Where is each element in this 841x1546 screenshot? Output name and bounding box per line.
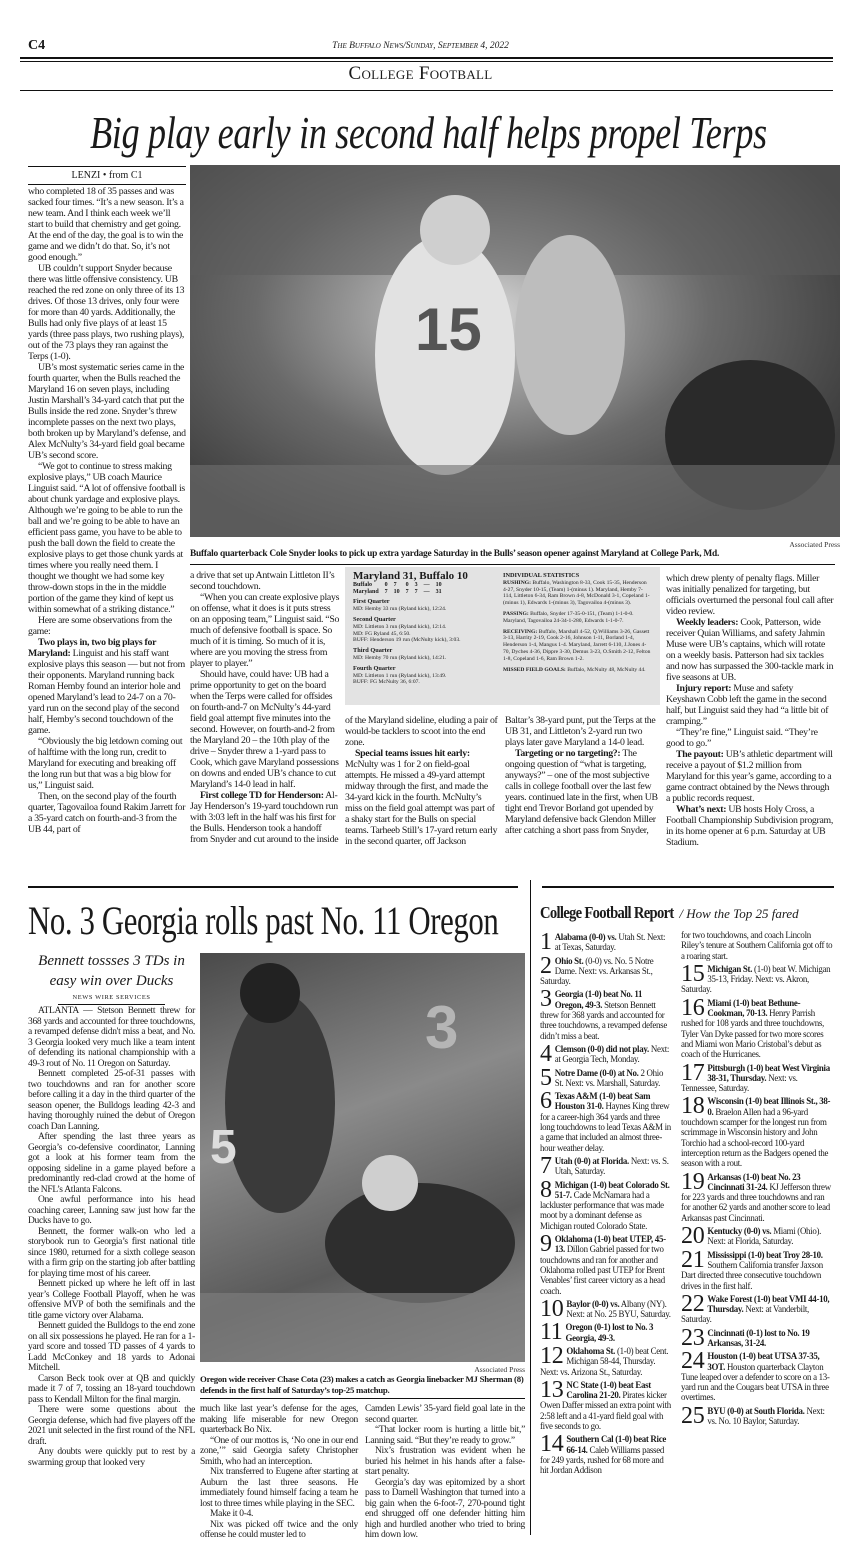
rank-number: 15 xyxy=(681,963,705,987)
rank-number: 23 xyxy=(681,1327,705,1349)
team-result: Wake Forest (1-0) beat VMI 44-10, Thursday. xyxy=(707,1293,830,1315)
item-text: Utah St. Next: at Texas, Saturday. xyxy=(554,932,666,953)
paragraph xyxy=(28,1227,195,1280)
item-text: Houston quarterback Clayton Tune leaped over a defender to score on a 13-yard run and the Cougars beat UTSA in three overtimes. xyxy=(681,1361,830,1403)
caption-rule xyxy=(200,1398,525,1399)
item-text: Haynes King threw for a career-high 364 yards and three long touchdowns to lead Texas A&M in a game that included an almost three-hour weather delay. xyxy=(540,1101,671,1153)
rank-number: 8 xyxy=(540,1179,552,1203)
item-text: Miami (Ohio). Next: at Florida, Saturday. xyxy=(707,1226,822,1247)
paragraph xyxy=(505,715,660,748)
paragraph xyxy=(666,617,834,683)
photo-caption: Oregon wide receiver Chase Cota (23) makes a catch as Georgia linebacker MJ Sherman (8) defends in the first half of Saturday’s top-25 matchup. xyxy=(200,1374,524,1395)
svg-text:15: 15 xyxy=(415,296,482,363)
paragraph xyxy=(365,1446,525,1478)
paragraph xyxy=(28,615,186,637)
paragraph-text: “When you can create explosive plays on offense, what it does is it puts stress on an opposing team,” Linguist said. “So much of defensive football is space. So much of it is timing. So much of it is, where are you moving the stress from player to player.” xyxy=(190,592,340,669)
paragraph-lead: First college TD for Henderson: xyxy=(200,790,324,801)
scoring-play: MD: Littleton 3 run (Ryland kick), 12:14. xyxy=(353,623,447,630)
paragraph-text: Bennett picked up where he left off in last year’s College Football Playoff, when he was offensive MVP of both the semifinals and the title game victory over Alabama. xyxy=(28,1279,195,1321)
paragraph-text: The ongoing question of “what is targeting, anyways?” – one of the most subjective calls in college football over the last few years. continued late in the first, when UB tight end Trevor Borland got upended by Maryland defensive back Glendon Miller after catching a short pass from Snyder, xyxy=(505,748,658,836)
terps-column-4 xyxy=(505,715,660,836)
team-result: Wisconsin (1-0) beat Illinois St., 38-0. xyxy=(707,1096,831,1117)
paragraph xyxy=(28,1374,195,1406)
headline-text: No. 3 Georgia rolls past No. 11 Oregon xyxy=(28,898,499,943)
top25-item xyxy=(540,1346,672,1377)
section-rule xyxy=(20,90,833,91)
paragraph-text: After spending the last three years as Georgia’s co-defensive coordinator, Lanning got a look at his former team from the opposing sideline in a game played before a predominantly red-clad crowd at the home of the NFL’s Atlanta Falcons. xyxy=(28,1132,195,1195)
paragraph-text: Camden Lewis’ 35-yard field goal late in the second quarter. xyxy=(365,1404,525,1425)
paragraph xyxy=(28,186,186,263)
paragraph xyxy=(28,1069,195,1132)
quarter-heading: Fourth Quarter xyxy=(353,664,396,672)
line-score-cell: 7 xyxy=(414,588,418,595)
paragraph-lead: MISSED FIELD GOALS: xyxy=(503,666,566,673)
quarter-heading: First Quarter xyxy=(353,598,390,606)
paragraph-text: Bennett guided the Bulldogs to the end zone on all six possessions he played. He ran for a 1-yard score and tossed TD passes of 4 yards to Ladd McConkey and 18 yards to Adonai Mitchell. xyxy=(28,1321,195,1373)
photo-credit: Associated Press xyxy=(789,540,840,549)
line-score-cell: — xyxy=(423,581,430,588)
team-result: Oklahoma (1-0) beat UTEP, 45-13. xyxy=(554,1234,666,1255)
rank-number: 9 xyxy=(540,1234,552,1258)
story-divider xyxy=(542,886,834,888)
svg-text:5: 5 xyxy=(210,1121,237,1174)
top25-column-2 xyxy=(681,930,833,1429)
scoring-play: BUFF: Henderson 19 run (McNulty kick), 3:03. xyxy=(353,637,461,644)
top25-item xyxy=(681,1351,833,1402)
column-divider xyxy=(530,880,531,1535)
paragraph-text: Here are some observations from the game: xyxy=(28,615,172,637)
line-score-row xyxy=(353,582,448,589)
report-title: College Football Report xyxy=(540,903,674,922)
team-result: BYU (0-0) at South Florida. xyxy=(707,1405,805,1416)
paragraph-text: Nix transferred to Eugene after starting at Auburn the last three seasons. He immediately found himself facing a team he lost to three times while playing in the SEC. xyxy=(200,1467,358,1509)
paragraph-text: “That locker room is hurting a little bit,” Lanning said. “But they’re ready to grow.” xyxy=(365,1425,525,1446)
scoring-play: MD: Hemby 70 run (Ryland kick), 14:21. xyxy=(353,654,447,661)
paragraph xyxy=(28,637,186,736)
paragraph xyxy=(666,749,834,804)
team-result: Baylor (0-0) vs. xyxy=(566,1298,620,1309)
paragraph-text: Carson Beck took over at QB and quickly made it 7 of 7, tossing an 18-yard touchdown pass to Kendall Milton for the final margin. xyxy=(28,1373,195,1405)
line-score-cell: Buffalo xyxy=(353,581,373,588)
paragraph xyxy=(28,736,186,791)
paragraph xyxy=(28,263,186,362)
paragraph-text: “We got to continue to stress making explosive plays,” UB coach Maurice Linguist said. “A lot of offensive football is about chunk yardage and explosive plays. Although we’re going to be able to run the ball and we’re going to be able to have an efficient pass game, you have to be able to push the ball down the field to create the explosive plays to get those chunk yards at times where you really need them. I thought we thought we had some key throw-down stops in the in the middle portion of the game they kind of kept us within somewhat of a striking distance.” xyxy=(28,461,185,615)
top25-item xyxy=(681,1328,833,1349)
rank-number: 18 xyxy=(681,1096,705,1120)
paragraph-lead: Weekly leaders: xyxy=(676,617,739,628)
box-score-title: Maryland 31, Buffalo 10 xyxy=(353,570,468,582)
team-result: Michigan St. xyxy=(707,963,753,974)
top25-item xyxy=(540,1044,672,1065)
scoring-summary xyxy=(353,599,493,686)
rank-number: 7 xyxy=(540,1155,552,1177)
paragraph-lead: RUSHING: xyxy=(503,579,531,586)
paragraph-text: who completed 18 of 35 passes and was sacked four times. “It’s a new season. It’s a new team. And I think each week we’ll start to build that chemistry and get going. At the end of the day, the goal is to win the game and we didn’t do that. So, it’s not good enough.” xyxy=(28,186,184,263)
rank-number: 6 xyxy=(540,1091,552,1115)
top25-item xyxy=(681,1250,833,1291)
item-text: (1-0) beat Cent. Michigan 58-44, Thursday. Next: vs. Arizona St., Saturday. xyxy=(540,1345,669,1377)
team-result: Notre Dame (0-0) at No. xyxy=(554,1067,639,1078)
svg-text:3: 3 xyxy=(425,994,459,1061)
top25-column-1 xyxy=(540,932,672,1479)
line-score-cell: 0 xyxy=(405,581,409,588)
paragraph-text: “One of our mottos is, ‘No one in our end zone,’” said Georgia safety Christopher Smith, who had an interception. xyxy=(200,1435,358,1467)
team-result: Oklahoma St. xyxy=(566,1345,616,1356)
line-score-row xyxy=(353,589,448,596)
paragraph-text: UB couldn’t support Snyder because there was little offensive consistency. UB reached the red zone on only three of its 13 drives. Of those 13 drives, only four were for more than 40 yards. Additionally, the Bulls had only five plays of at least 15 yards (three pass plays, two rushing plays), out of the 73 plays they ran against the Terps (1-0). xyxy=(28,263,185,362)
paragraph-text: Any doubts were quickly put to rest by a swarming group that looked very xyxy=(28,1447,195,1468)
line-score-cell: 3 xyxy=(414,581,418,588)
line-score-cell: 7 xyxy=(384,588,388,595)
paragraph xyxy=(28,1006,195,1069)
top25-item xyxy=(681,930,833,961)
rank-number: 25 xyxy=(681,1405,705,1427)
paragraph-text: “Obviously the big letdown coming out of halftime with the long run, credit to Maryland for executing and breaking off the long run but that was a big blow for us,” Linguist said. xyxy=(28,736,183,791)
paragraph xyxy=(345,748,498,847)
paragraph-text: Linguist and his staff want explosive plays this season — but not from their opponents. Maryland running back Roman Hemby found an interior hole and opened Maryland’s lead to 24-7 on a 70-yard run on the second play of the second half, Hemby’s second touchdown of the game. xyxy=(28,648,185,736)
top25-item xyxy=(681,964,833,995)
team-result: Clemson (0-0) did not play. xyxy=(554,1043,649,1054)
rank-number: 19 xyxy=(681,1171,705,1195)
masthead-rule xyxy=(20,61,833,62)
item-text: Next: at Vanderbilt, Saturday. xyxy=(681,1304,809,1325)
top25-item xyxy=(681,1063,833,1094)
rank-number: 3 xyxy=(540,989,552,1013)
quarter-heading: Second Quarter xyxy=(353,615,396,623)
individual-stats xyxy=(503,580,652,674)
georgia-headline xyxy=(28,897,523,944)
photo-chase-cota xyxy=(200,953,525,1362)
paragraph-text: Buffalo, Washington 8-33, Cook 15-35, Henderson 4-27, Snyder 10-15, (Team) 1-(minus 1). Maryland, Hemby 7-114, Littleton 6-34, Ram Brown 4-8, McDonald 3-1, Copeland 1-(minus 1), Edwards 1-(minus 3), Tagovailoa 4-(minus 3). xyxy=(503,579,650,607)
rank-number: 2 xyxy=(540,955,552,979)
paragraph-text: Al-Jay Henderson’s 19-yard touchdown run with 3:03 left in the half was his first for the Bulls. Henderson took a handoff from Snyder and cut around to the inside xyxy=(190,790,339,845)
line-score-cell: 10 xyxy=(435,581,442,588)
item-text: Next: vs. No. 10 Baylor, Saturday. xyxy=(707,1405,825,1427)
quarter-heading: Third Quarter xyxy=(353,647,393,655)
paragraph xyxy=(666,573,834,617)
top25-item xyxy=(540,1234,672,1296)
top25-item xyxy=(540,1091,672,1153)
top25-item xyxy=(540,1180,672,1231)
paragraph-text: Georgia’s day was epitomized by a short pass to Darnell Washington that turned into a big gain when the 6-foot-7, 270-pound tight end shrugged off one defender hitting him high and hurdled another who tried to bring him down low. xyxy=(365,1477,525,1540)
paragraph xyxy=(365,1478,525,1541)
dateline: The Buffalo News/Sunday, September 4, 2022 xyxy=(332,41,509,51)
page-number: C4 xyxy=(28,38,46,53)
paragraph-text: Muse and safety Keyshawn Cobb left the game in the second half, but Linguist said they had “a little bit of cramping.” xyxy=(666,683,829,727)
terps-column-5 xyxy=(666,573,834,848)
football-action-image xyxy=(200,953,525,1362)
item-text: Southern California transfer Jaxson Dart directed three consecutive touchdown drives in the first half. xyxy=(681,1259,823,1291)
team-result: NC State (1-0) beat East Carolina 21-20. xyxy=(566,1379,651,1401)
team-result: Pittsburgh (1-0) beat West Virginia 38-31, Thursday. xyxy=(707,1062,830,1083)
football-action-image xyxy=(190,165,840,537)
paragraph xyxy=(190,570,340,592)
line-score-cell: 0 xyxy=(384,581,388,588)
paragraph-text: Nix was picked off twice and the only offense he could muster led to xyxy=(200,1519,358,1540)
top25-item xyxy=(681,1406,833,1427)
paragraph-text: Buffalo, Snyder 17-35-0-151, (Team) 1-1-0-0. Maryland, Tagovailoa 24-34-1-280, Edwards 1-1-0-7. xyxy=(503,610,634,624)
paragraph-text: Buffalo, McNulty 48, McNulty 44. xyxy=(565,666,646,673)
top25-item xyxy=(540,989,672,1040)
item-text: Pirates kicker Owen Daffer missed an extra point with 2:58 left and a 41-yard field goal with five seconds to go. xyxy=(540,1390,671,1432)
paragraph-text: Make it 0-4. xyxy=(210,1509,254,1519)
paragraph xyxy=(28,1447,195,1468)
paragraph-text: ATLANTA — Stetson Bennett threw for 368 yards and accounted for three touchdowns, a revamped defense didn't miss a beat, and No. 3 Georgia looked very much like a team intent of defending its national championship with a 49-3 rout of No. 11 Oregon on Saturday. xyxy=(28,1006,195,1069)
item-text: Next: vs. Tennessee, Saturday. xyxy=(681,1072,798,1094)
rank-number: 16 xyxy=(681,997,705,1021)
paragraph xyxy=(503,667,652,674)
top25-item xyxy=(540,1299,672,1320)
rank-number: 5 xyxy=(540,1067,552,1089)
terps-column-3 xyxy=(345,715,498,847)
report-subtitle-text: How the Top 25 fared xyxy=(686,906,799,921)
line-score-cell: Maryland xyxy=(353,588,379,595)
paragraph xyxy=(28,1405,195,1447)
terps-column-1 xyxy=(28,186,186,835)
paragraph-text: Cook, Patterson, wide receiver Quian Williams, and safety Jahmin Muse were UB’s captains, which will rotate on a weekly basis. Patterson had six tackles and now has surpassed the 300-tackle mark in five seasons at UB. xyxy=(666,617,834,683)
rank-number: 11 xyxy=(540,1322,563,1343)
team-result: Georgia (1-0) beat No. 11 Oregon, 49-3. xyxy=(554,989,643,1010)
scoring-play: BUFF: FG McNulty 36, 6:07. xyxy=(353,679,420,686)
rank-number: 21 xyxy=(681,1249,705,1273)
team-result: Southern Cal (1-0) beat Rice 66-14. xyxy=(566,1434,666,1455)
georgia-column-1 xyxy=(28,1006,195,1468)
rank-number: 1 xyxy=(540,932,552,953)
scoring-play: MD: Littleton 1 run (Ryland kick), 13:49. xyxy=(353,672,447,679)
paragraph-text: UB’s athletic department will receive a payout of $1.2 million from Maryland for this year’s game, according to a game contract obtained by the News through a public records request. xyxy=(666,749,833,804)
item-text: Albany (NY). Next: at No. 25 BYU, Saturday. xyxy=(566,1298,671,1320)
paragraph xyxy=(200,1404,358,1436)
rank-number: 20 xyxy=(681,1226,705,1247)
paragraph-lead: What’s next: xyxy=(676,804,727,815)
item-text: Braelon Allen had a 96-yard touchdown scamper for the longest run from scrimmage in Wisconsin history and John Torchio had a school-record 100-yard interception return as the Badgers opened the season with a rout. xyxy=(681,1106,829,1169)
item-text: Stetson Bennett threw for 368 yards and accounted for three touchdowns, a revamped defense didn’t miss a beat. xyxy=(540,999,667,1041)
caption-rule xyxy=(190,564,835,565)
top25-item xyxy=(540,1434,672,1475)
georgia-subhead: Bennett tossses 3 TDs in easy win over Ducks xyxy=(38,953,185,989)
paragraph xyxy=(365,1425,525,1446)
paragraph-lead: The payout: xyxy=(676,749,724,760)
item-text: for two touchdowns, and coach Lincoln Riley’s tenure at Southern California got off to a roaring start. xyxy=(681,930,833,961)
paragraph xyxy=(666,804,834,848)
rank-number: 14 xyxy=(540,1434,564,1458)
paragraph xyxy=(666,683,834,727)
line-score-cell: 10 xyxy=(393,588,400,595)
paragraph xyxy=(28,1279,195,1321)
item-text: (1-0) beat W. Michigan 35-13, Friday. Next: vs. Akron, Saturday. xyxy=(681,963,831,995)
item-text: KJ Jefferson threw for 223 yards and three touchdowns and ran for another 62 yards and another score to lead Arkansas past Cincinnati. xyxy=(681,1181,831,1223)
paragraph-text: UB’s most systematic series came in the fourth quarter, when the Bulls reached the Maryland 16 on seven plays, including Justin Marshall’s 34-yard catch that put the Bulls inside the red zone. Snyder’s threw incomplete passes on the next two plays, both broken up by Maryland’s defense, and Alex McNulty’s 34-yard field goal became UB’s second score. xyxy=(28,362,186,461)
top25-item xyxy=(681,1294,833,1325)
item-text: Caleb Williams passed for 249 yards, rushed for 68 more and hit Jordan Addison xyxy=(540,1444,664,1476)
paragraph-lead: Special teams issues hit early: xyxy=(355,748,470,759)
item-text: Henry Parrish rushed for 108 yards and three touchdowns, Tyler Van Dyke passed for two more scores and Miami won Mario Cristobal’s debut as coach of the Hurricanes. xyxy=(681,1008,824,1060)
team-result: Cincinnati (0-1) lost to No. 19 Arkansas, 31-24. xyxy=(707,1327,810,1348)
paragraph-text: “They’re fine,” Linguist said. “They’re good to go.” xyxy=(666,727,818,749)
paragraph xyxy=(365,1404,525,1425)
item-text: Dillon Gabriel passed for two touchdowns and ran for another and Oklahoma rolled past UTEP for Brent Venables’ first career victory as a head coach. xyxy=(540,1244,665,1296)
paragraph xyxy=(28,461,186,615)
rank-number: 13 xyxy=(540,1379,564,1403)
terps-headline xyxy=(0,106,841,159)
paragraph-lead: Injury report: xyxy=(676,683,732,694)
top25-item xyxy=(540,956,672,987)
rank-number: 10 xyxy=(540,1298,564,1320)
team-result: Texas A&M (1-0) beat Sam Houston 31-0. xyxy=(554,1091,651,1112)
line-score-cell: 7 xyxy=(393,581,397,588)
top25-item xyxy=(540,1156,672,1177)
paragraph xyxy=(503,611,652,625)
paragraph-text: which drew plenty of penalty flags. Miller was initially penalized for targeting, but officials overturned the personal foul call after video review. xyxy=(666,573,834,617)
line-score-cell: — xyxy=(423,588,430,595)
paragraph xyxy=(28,1321,195,1374)
paragraph xyxy=(200,1467,358,1509)
paragraph-text: Baltar’s 38-yard punt, put the Terps at the UB 31, and Littleton’s 2-yard run two plays later gave Maryland a 14-0 lead. xyxy=(505,715,656,748)
paragraph-text: UB hosts Holy Cross, a Football Championship Subdivision program, in its home opener at 6 p.m. Saturday at UB Stadium. xyxy=(666,804,834,848)
paragraph-text: Bennett completed 25-of-31 passes with two touchdowns and ran for another score before calling it a day in the third quarter of the season opener, the Bulldogs leading 42-3 and having thoroughly ruined the debut of Oregon coach Dan Lanning. xyxy=(28,1069,195,1132)
paragraph xyxy=(190,669,340,790)
paragraph-text: Then, on the second play of the fourth quarter, Tagovailoa found Rakim Jarrett for a 35-yard catch on fourth-and-3 from the UB 44, part of xyxy=(28,791,186,835)
rank-number: 17 xyxy=(681,1062,705,1086)
item-text: Cade McNamara had a lackluster performance that was made moot by a dominant defense as Michigan routed Colorado State. xyxy=(540,1189,664,1231)
stats-title: INDIVIDUAL STATISTICS xyxy=(503,572,580,579)
paragraph xyxy=(505,748,660,836)
headline-text: Big play early in second half helps propel Terps xyxy=(89,107,767,158)
story-divider xyxy=(28,886,518,888)
item-text: Next: vs. S. Utah, Saturday. xyxy=(554,1155,669,1177)
paragraph xyxy=(28,1195,195,1227)
paragraph xyxy=(28,362,186,461)
report-header xyxy=(540,903,799,923)
team-result: Michigan (1-0) beat Colorado St. 51-7. xyxy=(554,1179,670,1200)
paragraph xyxy=(200,1509,358,1520)
rank-number: 4 xyxy=(540,1043,552,1065)
team-result: Alabama (0-0) vs. xyxy=(554,932,617,942)
paragraph xyxy=(503,580,652,607)
rank-number: 12 xyxy=(540,1345,564,1369)
top25-item xyxy=(540,932,672,953)
item-text: (0-0) vs. No. 5 Notre Dame. Next: vs. Arkansas St., Saturday. xyxy=(540,955,654,987)
line-score-cell: 7 xyxy=(405,588,409,595)
paragraph xyxy=(200,1520,358,1541)
photo-cole-snyder xyxy=(190,165,840,537)
top25-item xyxy=(681,998,833,1060)
item-text: 2 Ohio St. Next: vs. Marshall, Saturday. xyxy=(554,1067,664,1088)
paragraph-text: of the Maryland sideline, eluding a pair of would-be tacklers to scoot into the end zone. xyxy=(345,715,498,748)
paragraph xyxy=(666,727,834,749)
georgia-column-2 xyxy=(200,1404,358,1541)
masthead-rule xyxy=(20,57,833,59)
top25-item xyxy=(540,1068,672,1089)
terps-column-2 xyxy=(190,570,340,845)
paragraph-text: There were some questions about the Georgia defense, which had five players off the 2021 unit selected in the first round of the NFL draft. xyxy=(28,1405,195,1447)
top25-item xyxy=(540,1380,672,1431)
team-result: Ohio St. xyxy=(554,955,584,966)
byline: NEWS WIRE SERVICES xyxy=(58,994,165,1005)
team-result: Oregon (0-1) lost to No. 3 Georgia, 49-3. xyxy=(565,1322,654,1343)
paragraph xyxy=(190,790,340,845)
paragraph-lead: PASSING: xyxy=(503,610,529,617)
top25-item xyxy=(540,1322,672,1343)
top25-item xyxy=(681,1226,833,1247)
paragraph xyxy=(190,592,340,669)
paragraph-text: Buffalo, Marshall 4-52, Q.Williams 3-26, Gassett 3-13, Harrity 2-19, Cook 2-16, Johnson 1-11, Borland 1-4, Henderson 1-4, Mangus 1-4. Maryland, Jarrett 6-110, J.Jones 4-70, Dyches 4-36, Dippre 3-30, Demus 3-23, O.Smith 2-12, Felton 1-8, Copeland 1-6, Ram Brown 1-2. xyxy=(503,628,651,662)
paragraph-lead: Two plays in, two big plays for Maryland: xyxy=(28,637,156,659)
team-result: Mississippi (1-0) beat Troy 28-10. xyxy=(707,1249,823,1260)
rank-number: 24 xyxy=(681,1351,705,1375)
team-result: Houston (1-0) beat UTSA 37-35, 3OT. xyxy=(707,1351,820,1372)
team-result: Miami (1-0) beat Bethune-Cookman, 70-13. xyxy=(707,997,801,1019)
paragraph-text: Nix’s frustration was evident when he buried his helmet in his hands after a false-start penalty. xyxy=(365,1446,525,1477)
line-score-cell: 31 xyxy=(435,588,442,595)
team-result: Utah (0-0) at Florida. xyxy=(554,1155,629,1166)
scoring-play: MD: Hemby 33 run (Ryland kick), 12:24. xyxy=(353,606,447,613)
photo-credit: Associated Press xyxy=(474,1365,525,1374)
line-score-table xyxy=(353,582,448,596)
top25-item xyxy=(681,1172,833,1223)
paragraph-text: a drive that set up Antwain Littleton II’s second touchdown. xyxy=(190,570,335,592)
paragraph xyxy=(200,1436,358,1468)
paragraph-text: McNulty was 1 for 2 on field-goal attempts. He missed a 49-yard attempt midway through the first, and made the 34-yard kick in the fourth. McNulty’s miss on the field goal attempt was part of a shaky start for the Bulls on special teams. Tarheeb Still’s 17-yard return early in the second quarter, off Jackson xyxy=(345,759,498,847)
team-result: Kentucky (0-0) vs. xyxy=(707,1226,772,1237)
box-score xyxy=(345,567,660,705)
rank-number: 22 xyxy=(681,1293,705,1317)
item-text: Next: at Georgia Tech, Monday. xyxy=(554,1043,670,1065)
report-subtitle: / How the Top 25 fared xyxy=(679,906,799,921)
paragraph xyxy=(28,791,186,835)
georgia-column-3 xyxy=(365,1404,525,1541)
section-title: College Football xyxy=(348,63,493,84)
paragraph-text: One awful performance into his head coaching career, Lanning saw just how far the Ducks have to go. xyxy=(28,1195,195,1226)
top25-item xyxy=(681,1096,833,1168)
photo-caption: Buffalo quarterback Cole Snyder looks to pick up extra yardage Saturday in the Bulls’ season opener against Maryland at College Park, Md. xyxy=(190,549,720,559)
paragraph-lead: Targeting or no targeting?: xyxy=(515,748,621,759)
paragraph-text: much like last year’s defense for the ages, making life miserable for new Oregon quarterback Bo Nix. xyxy=(200,1404,358,1435)
team-result: Arkansas (1-0) beat No. 23 Cincinnati 31-24. xyxy=(707,1171,801,1192)
paragraph xyxy=(503,629,652,663)
scoring-play: MD: FG Ryland 45, 6:50. xyxy=(353,630,411,637)
paragraph-text: Should have, could have: UB had a prime opportunity to get on the board when the Terps were called for offsides on fourth-and-7 on McNulty’s 44-yard field goal attempt five minutes into the second. However, on fourth-and-2 from the Maryland 20 – the 10th play of the drive – Snyder threw a 1-yard pass to Cook, which gave Maryland possessions on downs and ended UB’s chance to cut Maryland’s 14-0 lead in half. xyxy=(190,669,339,790)
paragraph-text: Bennett, the former walk-on who led a storybook run to Georgia’s first national title since 1980, returned for a sixth college season with a firm grip on the starting job after battling for playing time most of his career. xyxy=(28,1226,196,1279)
jump-tag: LENZI • from C1 xyxy=(28,166,186,185)
paragraph-lead: RECEIVING: xyxy=(503,628,538,635)
paragraph xyxy=(28,1132,195,1195)
paragraph xyxy=(345,715,498,748)
